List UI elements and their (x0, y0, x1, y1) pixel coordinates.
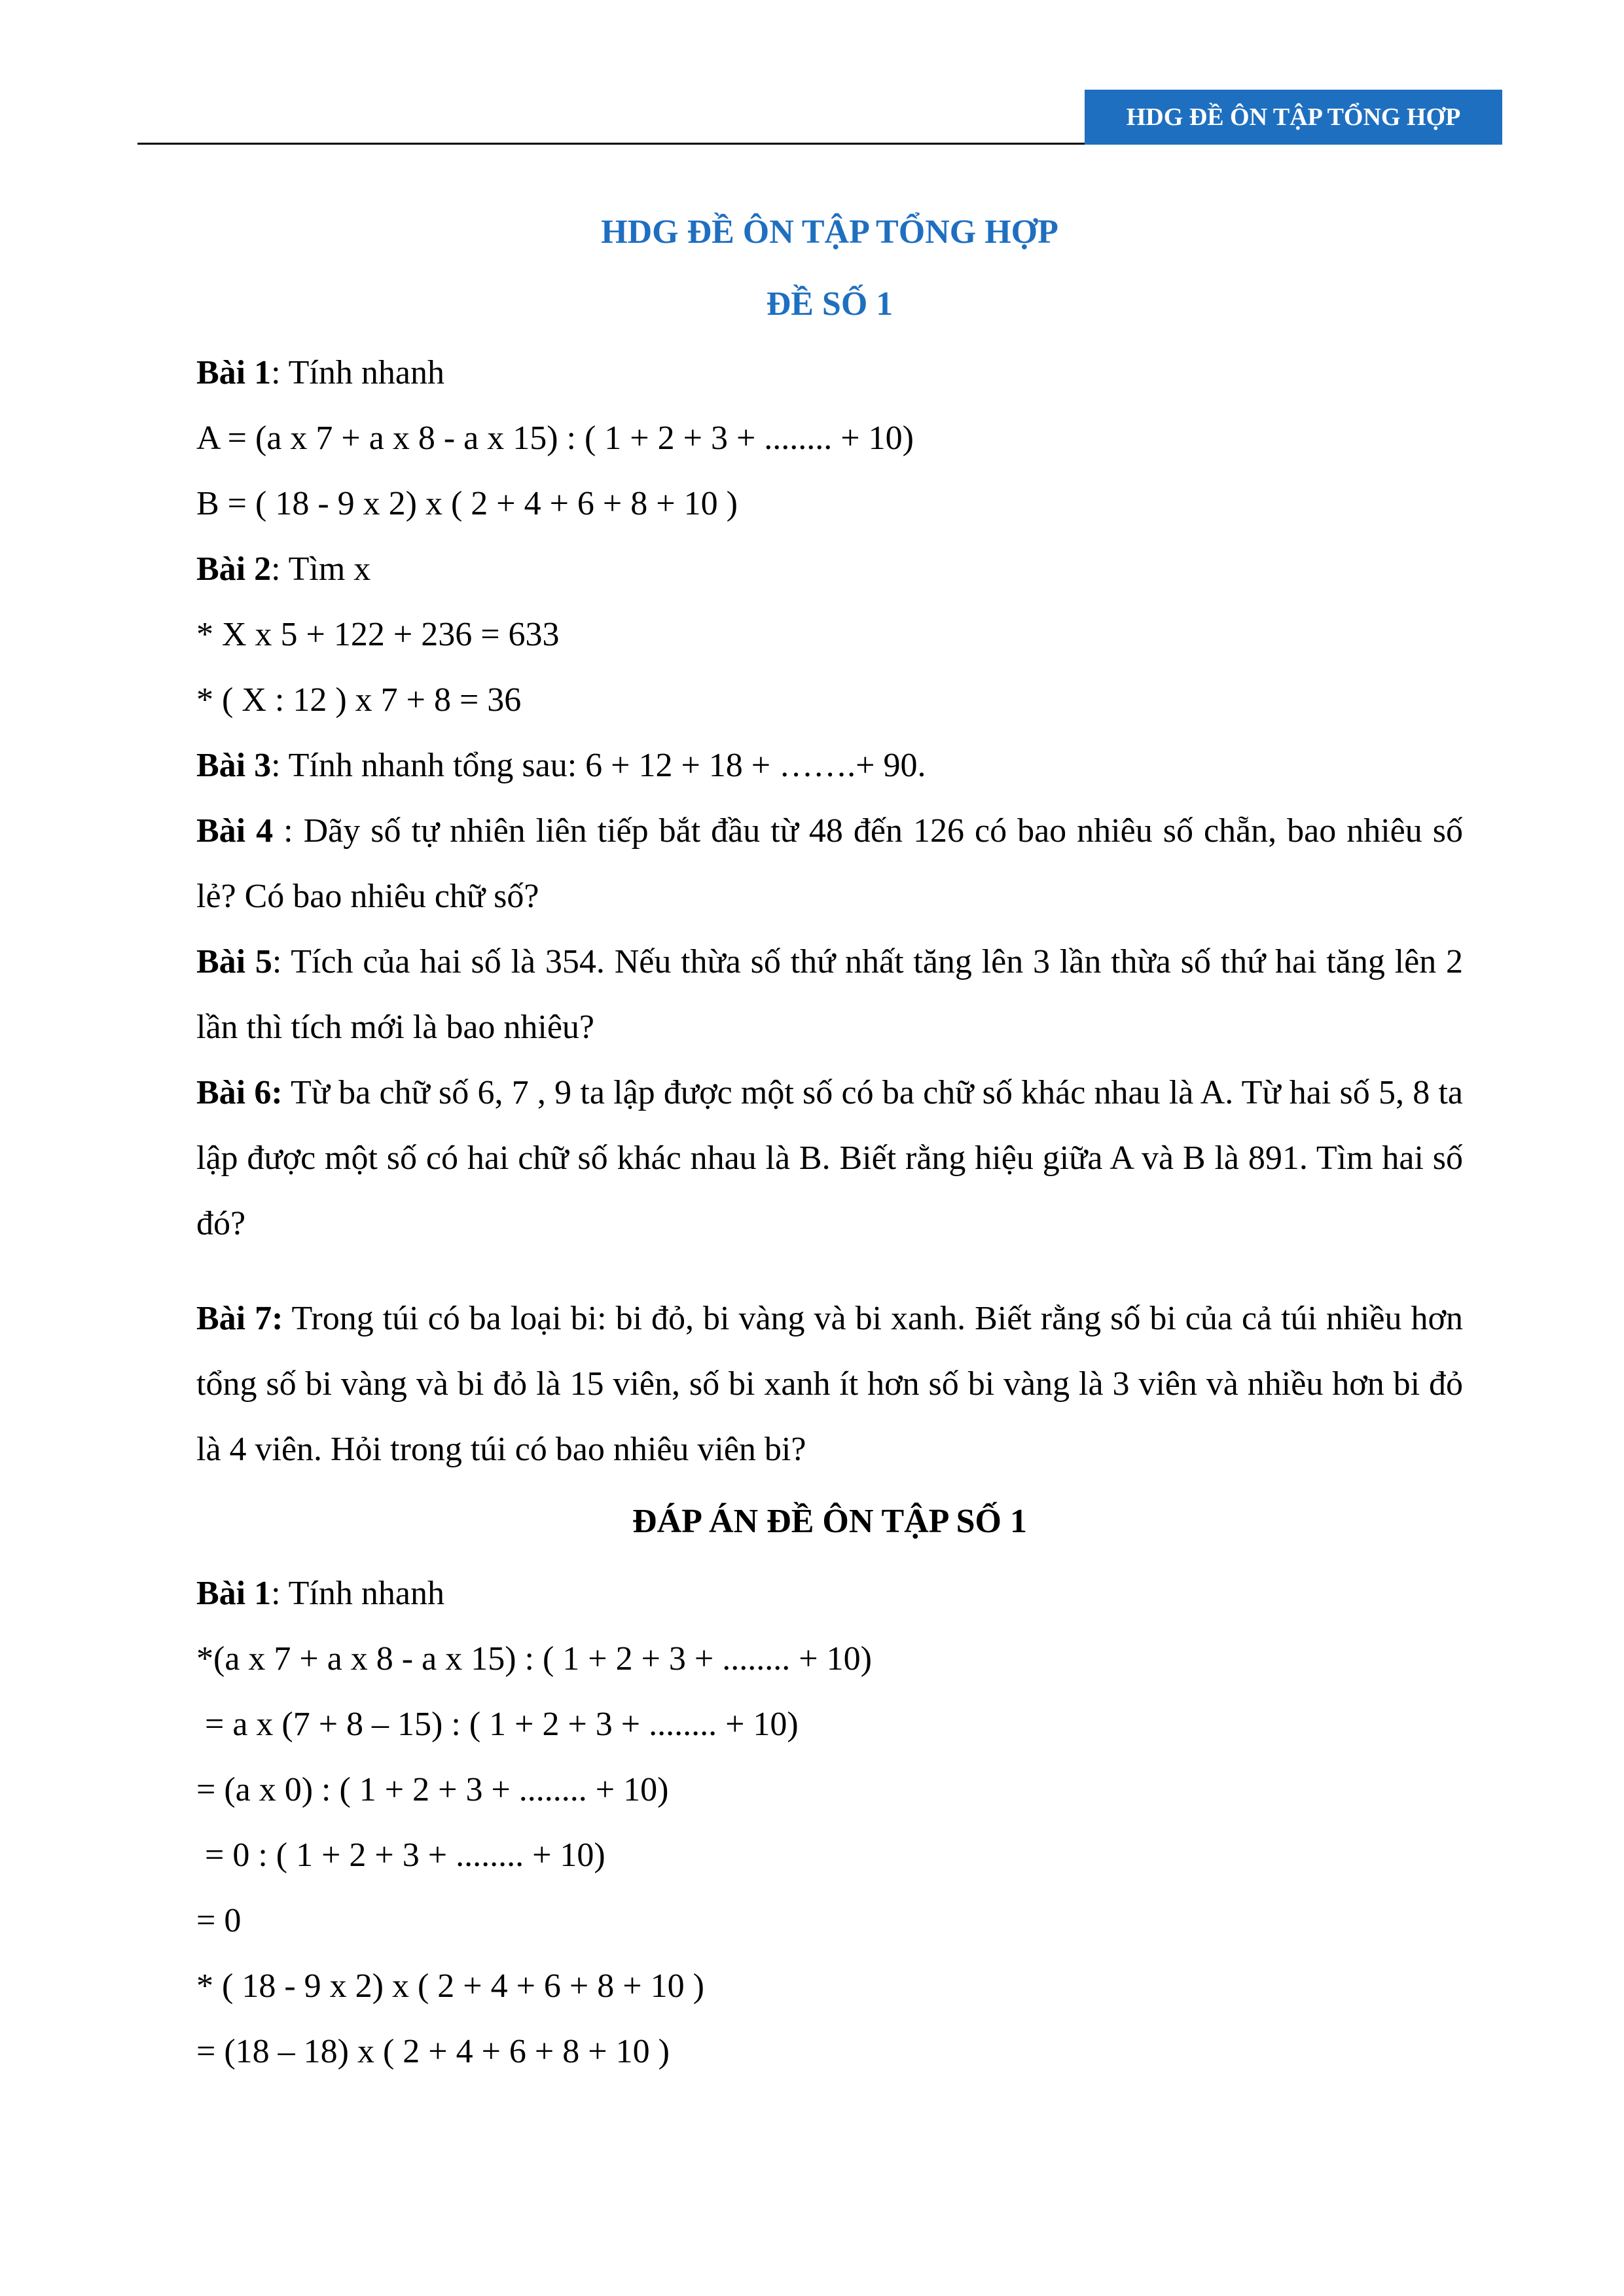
answer-line: * ( 18 - 9 x 2) x ( 2 + 4 + 6 + 8 + 10 ) (196, 1967, 704, 2005)
problem-4 (196, 798, 1463, 929)
problem-text: : Tính nhanh (271, 354, 444, 391)
equation-1: * X x 5 + 122 + 236 = 633 (196, 616, 560, 653)
expression-b: B = ( 18 - 9 x 2) x ( 2 + 4 + 6 + 8 + 10 ) (196, 485, 738, 522)
equation-2: * ( X : 12 ) x 7 + 8 = 36 (196, 681, 522, 719)
problem-label: Bài 3 (196, 747, 272, 784)
problem-label: Bài 1 (196, 354, 272, 391)
problem-6 (196, 1060, 1463, 1257)
problem-2 (196, 537, 1463, 602)
answer-line: = (a x 0) : ( 1 + 2 + 3 + ........ + 10) (196, 1771, 669, 1808)
answer-line: = 0 : ( 1 + 2 + 3 + ........ + 10) (196, 1837, 605, 1874)
expression-a: A = (a x 7 + a x 8 - a x 15) : ( 1 + 2 + 3 + ........ + 10) (196, 420, 914, 457)
answer-line: *(a x 7 + a x 8 - a x 15) : ( 1 + 2 + 3 + ........ + 10) (196, 1640, 872, 1677)
problem-label: Bài 7: (196, 1300, 283, 1337)
problem-text: : Tích của hai số là 354. Nếu thừa số thứ nhất tăng lên 3 lần thừa số thứ hai tăng lên 2 lần thì tích mới là bao nhiêu? (196, 943, 1463, 1046)
problem-text: Trong túi có ba loại bi: bi đỏ, bi vàng và bi xanh. Biết rằng số bi của cả túi nhiều hơn tổng số bi vàng và bi đỏ là 15 viên, số bi xanh ít hơn số bi vàng là 3 viên và nhiều hơn bi đỏ là 4 viên. Hỏi trong túi có bao nhiêu viên bi? (196, 1300, 1463, 1468)
header-rule (137, 143, 1085, 145)
problem-text: : Tính nhanh tổng sau: 6 + 12 + 18 + …….+ 90. (271, 747, 926, 784)
answer-1-title (196, 1561, 1463, 1626)
spacer (196, 1257, 1463, 1286)
answer-text: : Tính nhanh (271, 1575, 444, 1612)
problem-5 (196, 929, 1463, 1060)
answer-line: = a x (7 + 8 – 15) : ( 1 + 2 + 3 + ........ + 10) (196, 1706, 799, 1743)
answer-label: Bài 1 (196, 1575, 272, 1612)
problem-text: : Dãy số tự nhiên liên tiếp bắt đầu từ 48 đến 126 có bao nhiêu số chẵn, bao nhiêu số lẻ? Có bao nhiêu chữ số? (196, 812, 1463, 915)
problem-label: Bài 5 (196, 943, 272, 980)
problem-3 (196, 733, 1463, 798)
page-title: HDG ĐỀ ÔN TẬP TỔNG HỢP (601, 213, 1058, 251)
document-body (196, 196, 1463, 2085)
problem-7 (196, 1286, 1463, 1482)
problem-label: Bài 6: (196, 1074, 283, 1111)
answer-heading: ĐÁP ÁN ĐỀ ÔN TẬP SỐ 1 (632, 1503, 1027, 1540)
header-badge: HDG ĐỀ ÔN TẬP TỔNG HỢP (1085, 90, 1502, 145)
problem-1 (196, 340, 1463, 406)
answer-line: = 0 (196, 1902, 242, 1939)
problem-text: : Tìm x (271, 550, 371, 588)
problem-label: Bài 2 (196, 550, 272, 588)
problem-label: Bài 4 (196, 812, 274, 850)
page-subtitle: ĐỀ SỐ 1 (766, 285, 893, 323)
answer-line: = (18 – 18) x ( 2 + 4 + 6 + 8 + 10 ) (196, 2033, 670, 2070)
problem-text: Từ ba chữ số 6, 7 , 9 ta lập được một số có ba chữ số khác nhau là A. Từ hai số 5, 8 ta lập được một số có hai chữ số khác nhau là B. Biết rằng hiệu giữa A và B là 891. Tìm hai số đó? (196, 1074, 1463, 1242)
